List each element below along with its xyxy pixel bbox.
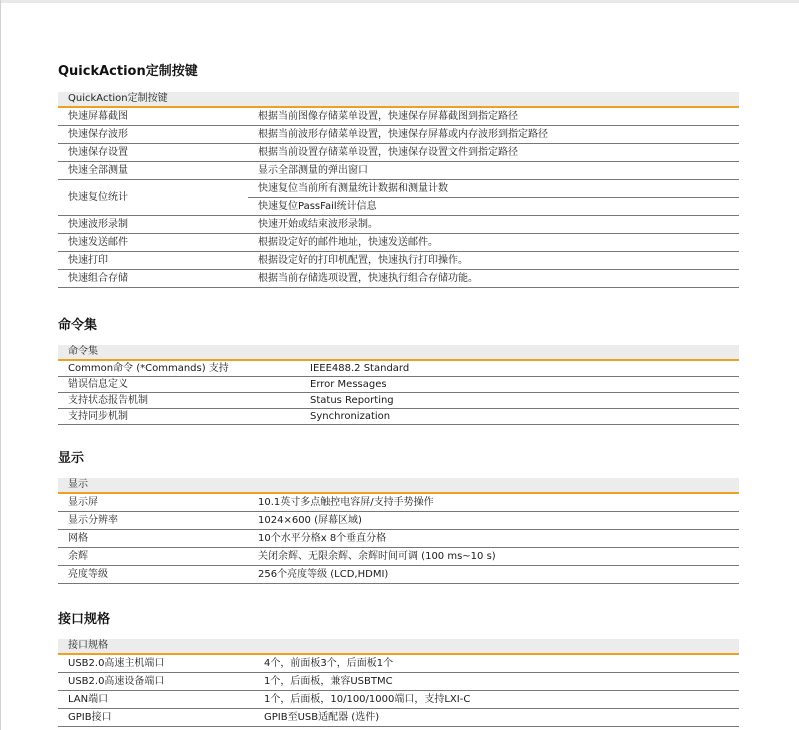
table-row [58,107,739,126]
row-value: Status Reporting [300,393,739,409]
table-row [58,530,739,548]
row-name: 支持同步机制 [58,409,300,425]
top-border [0,0,799,3]
row-value: Error Messages [300,377,739,393]
row-value: 1个，后面板，10/100/1000端口，支持LXI-C [254,691,739,709]
table-row [58,377,739,393]
row-value: Synchronization [300,409,739,425]
table-row [58,493,739,512]
row-name: 快速复位统计 [58,180,248,216]
row-name: 快速组合存储 [58,270,248,288]
commands-table [58,345,739,425]
table-row [58,360,739,377]
row-name: 网格 [58,530,248,548]
row-value: 根据设定好的邮件地址，快速发送邮件。 [248,234,739,252]
table-row [58,180,739,198]
section-heading-commands: 命令集 [58,318,98,333]
row-name: 快速打印 [58,252,248,270]
row-name: 快速全部测量 [58,162,248,180]
row-name: 亮度等级 [58,566,248,584]
row-name: 错误信息定义 [58,377,300,393]
row-name: Common命令 (*Commands) 支持 [58,360,300,377]
row-name: 快速屏幕截图 [58,107,248,126]
table-row [58,216,739,234]
row-name: USB2.0高速设备端口 [58,673,254,691]
table-row [58,393,739,409]
row-name: 显示屏 [58,493,248,512]
section-heading-display: 显示 [58,451,85,466]
table-row [58,566,739,584]
table-row [58,409,739,425]
row-value: GPIB至USB适配器 (选件) [254,709,739,727]
table-header-row [58,92,739,107]
section-heading-interfaces: 接口规格 [58,612,111,627]
row-value: 快速复位当前所有测量统计数据和测量计数 [248,180,739,198]
table-row [58,144,739,162]
row-value: IEEE488.2 Standard [300,360,739,377]
row-value: 关闭余辉、无限余辉、余辉时间可调 (100 ms~10 s) [248,548,739,566]
table-row [58,691,739,709]
table-row [58,548,739,566]
row-value: 1024×600 (屏幕区域) [248,512,739,530]
row-value: 4个，前面板3个，后面板1个 [254,654,739,673]
interfaces-table [58,639,739,727]
row-name: 快速保存波形 [58,126,248,144]
quickaction-table [58,92,739,288]
row-name: 余辉 [58,548,248,566]
row-value: 根据当前存储选项设置，快速执行组合存储功能。 [248,270,739,288]
row-value: 10个水平分格x 8个垂直分格 [248,530,739,548]
row-name: 显示分辨率 [58,512,248,530]
table-row [58,270,739,288]
section-heading-quickaction: QuickAction定制按键 [58,64,198,79]
row-name: LAN端口 [58,691,254,709]
table-header: 命令集 [58,345,739,360]
table-row [58,162,739,180]
row-name: GPIB接口 [58,709,254,727]
table-header: 接口规格 [58,639,739,654]
table-row [58,673,739,691]
table-row [58,252,739,270]
table-header: QuickAction定制按键 [58,92,739,107]
table-row [58,126,739,144]
table-row [58,709,739,727]
display-table [58,478,739,584]
table-header-row [58,345,739,360]
table-header: 显示 [58,478,739,493]
row-name: USB2.0高速主机端口 [58,654,254,673]
table-row [58,512,739,530]
row-value: 根据当前设置存储菜单设置，快速保存设置文件到指定路径 [248,144,739,162]
table-header-row [58,639,739,654]
row-value: 根据当前图像存储菜单设置，快速保存屏幕截图到指定路径 [248,107,739,126]
table-row [58,654,739,673]
table-header-row [58,478,739,493]
row-name: 快速保存设置 [58,144,248,162]
row-value: 256个亮度等级 (LCD,HDMI) [248,566,739,584]
row-name: 快速波形录制 [58,216,248,234]
row-name: 快速发送邮件 [58,234,248,252]
left-edge [0,0,1,730]
table-row [58,234,739,252]
row-name: 支持状态报告机制 [58,393,300,409]
row-value-secondary: 快速复位PassFail统计信息 [248,198,739,216]
row-value: 显示全部测量的弹出窗口 [248,162,739,180]
row-value: 根据当前波形存储菜单设置，快速保存屏幕或内存波形到指定路径 [248,126,739,144]
row-value: 根据设定好的打印机配置，快速执行打印操作。 [248,252,739,270]
row-value: 1个，后面板，兼容USBTMC [254,673,739,691]
row-value: 快速开始或结束波形录制。 [248,216,739,234]
row-value: 10.1英寸多点触控电容屏/支持手势操作 [248,493,739,512]
